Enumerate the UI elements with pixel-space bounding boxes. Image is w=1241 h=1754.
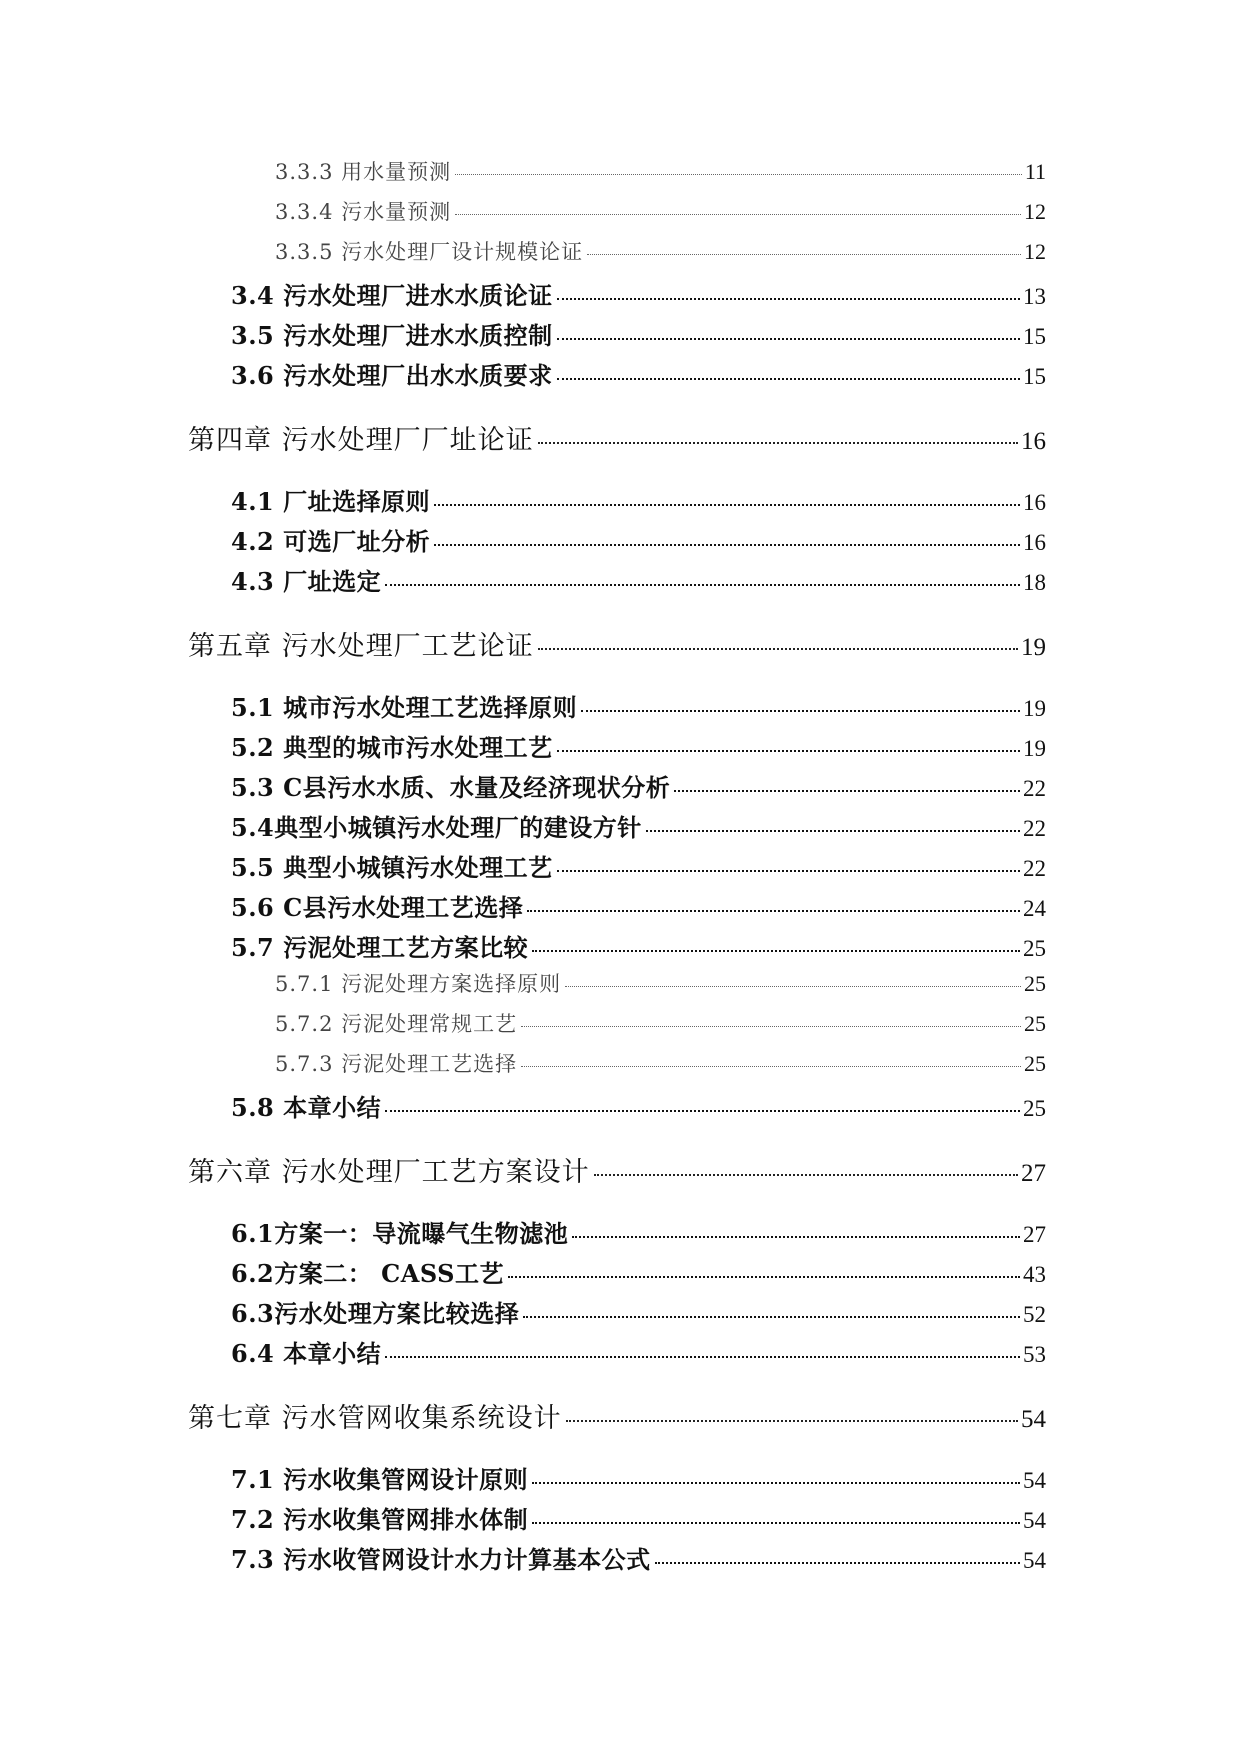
dot-leader: [557, 852, 1020, 876]
toc-page-number: 25: [1024, 971, 1046, 996]
toc-entry-3-3-3[interactable]: [275, 156, 1046, 186]
toc-entry-4-3[interactable]: [231, 562, 1046, 597]
toc-entry-label: 4.2 可选厂址分析: [231, 527, 431, 556]
toc-entry-label: 7.3 污水收管网设计水力计算基本公式: [231, 1545, 651, 1574]
toc-page-number: 16: [1023, 490, 1046, 515]
toc-entry-3-6[interactable]: [231, 356, 1046, 391]
toc-entry-label: 5.7 污泥处理工艺方案比较: [231, 933, 529, 962]
toc-entry-label: 6.2方案二： CASS工艺: [231, 1259, 504, 1288]
dot-leader: [385, 1338, 1020, 1362]
toc-chapter-5[interactable]: [188, 624, 1046, 663]
toc-page-number: 22: [1023, 776, 1046, 801]
dot-leader: [434, 486, 1020, 510]
toc-page-number: 54: [1023, 1508, 1046, 1533]
toc-chapter-label: 第六章 污水处理厂工艺方案设计: [188, 1157, 590, 1188]
toc-entry-6-1[interactable]: [231, 1214, 1046, 1249]
toc-entry-4-1[interactable]: [231, 482, 1046, 517]
toc-page-number: 16: [1021, 428, 1046, 455]
toc-page-number: 54: [1021, 1406, 1046, 1433]
dot-leader: [385, 566, 1020, 590]
toc-entry-label: 5.7.3 污泥处理工艺选择: [275, 1052, 518, 1076]
toc-entry-label: 3.3.5 污水处理厂设计规模论证: [275, 240, 584, 264]
toc-page-number: 25: [1024, 1051, 1046, 1076]
toc-entry-5-7[interactable]: [231, 928, 1046, 963]
toc-chapter-label: 第七章 污水管网收集系统设计: [188, 1403, 562, 1434]
toc-entry-7-3[interactable]: [231, 1540, 1046, 1575]
toc-entry-7-2[interactable]: [231, 1500, 1046, 1535]
dot-leader: [434, 526, 1020, 550]
toc-chapter-7[interactable]: [188, 1396, 1046, 1435]
dot-leader: [646, 812, 1020, 836]
toc-entry-label: 5.1 城市污水处理工艺选择原则: [231, 693, 578, 722]
toc-entry-label: 3.3.3 用水量预测: [275, 160, 452, 184]
toc-entry-label: 4.1 厂址选择原则: [231, 487, 431, 516]
dot-leader: [527, 892, 1020, 916]
dot-leader: [655, 1544, 1020, 1568]
dot-leader: [572, 1218, 1020, 1242]
toc-page-number: 11: [1024, 159, 1046, 184]
toc-entry-5-4[interactable]: [231, 808, 1046, 843]
toc-page-number: 19: [1023, 696, 1046, 721]
toc-entry-label: 7.2 污水收集管网排水体制: [231, 1505, 529, 1534]
toc-page-number: 15: [1023, 364, 1046, 389]
dot-leader: [532, 932, 1020, 956]
dot-leader: [594, 1154, 1018, 1181]
toc-page-number: 52: [1023, 1302, 1046, 1327]
toc-chapter-6[interactable]: [188, 1150, 1046, 1189]
dot-leader: [532, 1504, 1020, 1528]
dot-leader: [557, 732, 1020, 756]
toc-entry-label: 4.3 厂址选定: [231, 567, 382, 596]
toc-page-number: 43: [1023, 1262, 1046, 1287]
dot-leader: [523, 1298, 1020, 1322]
toc-entry-label: 3.6 污水处理厂出水水质要求: [231, 361, 553, 390]
dot-leader: [385, 1092, 1020, 1116]
toc-entry-6-2[interactable]: [231, 1254, 1046, 1289]
toc-entry-label: 5.6 C县污水处理工艺选择: [231, 893, 524, 922]
toc-entry-label: 5.2 典型的城市污水处理工艺: [231, 733, 553, 762]
toc-page-number: 25: [1024, 1011, 1046, 1036]
toc-page-number: 22: [1023, 816, 1046, 841]
toc-entry-label: 5.7.2 污泥处理常规工艺: [275, 1012, 518, 1036]
toc-entry-3-4[interactable]: [231, 276, 1046, 311]
toc-entry-label: 5.5 典型小城镇污水处理工艺: [231, 853, 553, 882]
dot-leader: [521, 1050, 1021, 1071]
toc-entry-label: 6.4 本章小结: [231, 1339, 382, 1368]
toc-page-number: 54: [1023, 1548, 1046, 1573]
toc-entry-5-7-2[interactable]: [275, 1008, 1046, 1038]
toc-entry-5-1[interactable]: [231, 688, 1046, 723]
toc-page-number: 54: [1023, 1468, 1046, 1493]
dot-leader: [674, 772, 1020, 796]
toc-entry-7-1[interactable]: [231, 1460, 1046, 1495]
toc-page-number: 25: [1023, 936, 1046, 961]
dot-leader: [557, 360, 1020, 384]
toc-page-number: 13: [1023, 284, 1046, 309]
toc-page-number: 19: [1023, 736, 1046, 761]
toc-entry-label: 3.3.4 污水量预测: [275, 200, 452, 224]
toc-entry-5-7-1[interactable]: [275, 968, 1046, 998]
toc-page-number: 15: [1023, 324, 1046, 349]
toc-entry-4-2[interactable]: [231, 522, 1046, 557]
dot-leader: [455, 158, 1022, 179]
toc-entry-label: 7.1 污水收集管网设计原则: [231, 1465, 529, 1494]
dot-leader: [538, 628, 1018, 655]
dot-leader: [566, 1400, 1018, 1427]
toc-page-number: 27: [1023, 1222, 1046, 1247]
dot-leader: [538, 422, 1018, 449]
toc-entry-label: 3.5 污水处理厂进水水质控制: [231, 321, 553, 350]
dot-leader: [532, 1464, 1020, 1488]
toc-entry-5-3[interactable]: [231, 768, 1046, 803]
toc-chapter-4[interactable]: [188, 418, 1046, 457]
toc-entry-5-6[interactable]: [231, 888, 1046, 923]
toc-entry-3-3-5[interactable]: [275, 236, 1046, 266]
toc-entry-label: 3.4 污水处理厂进水水质论证: [231, 281, 553, 310]
toc-page-number: 22: [1023, 856, 1046, 881]
toc-entry-label: 5.8 本章小结: [231, 1093, 382, 1122]
toc-chapter-label: 第四章 污水处理厂厂址论证: [188, 425, 534, 456]
dot-leader: [581, 692, 1020, 716]
dot-leader: [455, 198, 1021, 219]
toc-chapter-label: 第五章 污水处理厂工艺论证: [188, 631, 534, 662]
toc-entry-label: 5.4典型小城镇污水处理厂的建设方针: [231, 813, 642, 842]
toc-entry-5-7-3[interactable]: [275, 1048, 1046, 1078]
toc-page-number: 27: [1021, 1160, 1046, 1187]
toc-entry-5-5[interactable]: [231, 848, 1046, 883]
dot-leader: [565, 970, 1021, 991]
toc-page-number: 18: [1023, 570, 1046, 595]
toc-page-number: 19: [1021, 634, 1046, 661]
toc-page-number: 24: [1023, 896, 1046, 921]
toc-entry-label: 5.7.1 污泥处理方案选择原则: [275, 972, 562, 996]
toc-entry-6-4[interactable]: [231, 1334, 1046, 1369]
toc-page-number: 16: [1023, 530, 1046, 555]
toc-entry-3-3-4[interactable]: [275, 196, 1046, 226]
dot-leader: [521, 1010, 1021, 1031]
toc-entry-label: 6.1方案一：导流曝气生物滤池: [231, 1219, 569, 1248]
dot-leader: [508, 1258, 1020, 1282]
dot-leader: [587, 238, 1021, 259]
toc-entry-label: 5.3 C县污水水质、水量及经济现状分析: [231, 773, 671, 802]
toc-page-number: 25: [1023, 1096, 1046, 1121]
toc-page-number: 12: [1024, 199, 1046, 224]
dot-leader: [557, 320, 1020, 344]
toc-entry-5-2[interactable]: [231, 728, 1046, 763]
toc-page-number: 12: [1024, 239, 1046, 264]
dot-leader: [557, 280, 1020, 304]
toc-entry-5-8[interactable]: [231, 1088, 1046, 1123]
toc-entry-6-3[interactable]: [231, 1294, 1046, 1329]
toc-entry-label: 6.3污水处理方案比较选择: [231, 1299, 520, 1328]
toc-entry-3-5[interactable]: [231, 316, 1046, 351]
toc-page-number: 53: [1023, 1342, 1046, 1367]
